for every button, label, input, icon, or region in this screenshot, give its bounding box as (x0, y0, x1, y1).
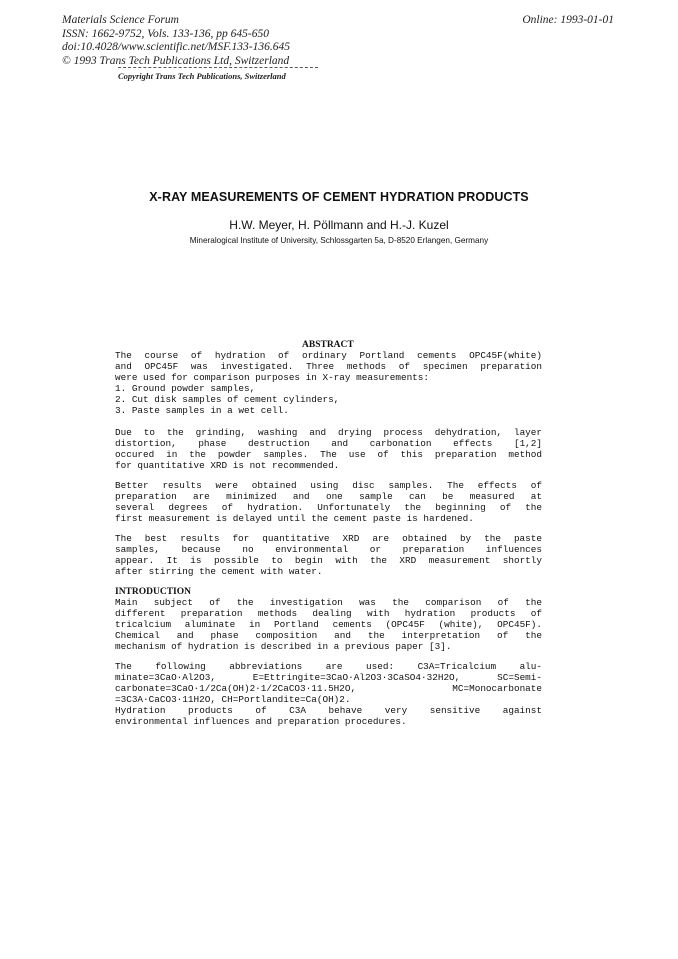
text-line: tricalcium aluminate in Portland cements (OPC45F (white), OPC45F). (115, 619, 542, 630)
journal-meta (62, 14, 290, 68)
text-line: distortion, phase destruction and carbonation effects [1,2] (115, 438, 542, 449)
paper-authors: H.W. Meyer, H. Pöllmann and H.-J. Kuzel (229, 218, 449, 232)
text-line: first measurement is delayed until the cement paste is hardened. (115, 513, 474, 524)
text-line: appear. It is possible to begin with the XRD measurement shortly (115, 555, 542, 566)
text-line: mechanism of hydration is described in a previous paper [3]. (115, 641, 452, 652)
paper-affiliation: Mineralogical Institute of University, Schlossgarten 5a, D-8520 Erlangen, Germany (189, 236, 489, 245)
text-line: The course of hydration of ordinary Portland cements OPC45F(white) (115, 350, 542, 361)
issn-line: ISSN: 1662-9752, Vols. 133-136, pp 645-650 (62, 27, 269, 40)
text-line: 1. Ground powder samples, (115, 383, 256, 394)
abstract-heading: ABSTRACT (302, 340, 354, 350)
text-line: Hydration products of C3A behave very sensitive against (115, 705, 542, 716)
online-date: Online: 1993-01-01 (522, 14, 614, 26)
text-line: Better results were obtained using disc samples. The effects of (115, 480, 542, 491)
text-line: 2. Cut disk samples of cement cylinders, (115, 394, 340, 405)
journal-name: Materials Science Forum (62, 14, 179, 26)
text-line: different preparation methods dealing with hydration products of (115, 608, 542, 619)
text-line: The best results for quantitative XRD are obtained by the paste (115, 533, 542, 544)
doi-line: doi:10.4028/www.scientific.net/MSF.133-136.645 (62, 41, 290, 53)
copyright-stamp: Copyright Trans Tech Publications, Switzerland (118, 71, 286, 81)
text-line: environmental influences and preparation procedures. (115, 716, 407, 727)
text-line: after stirring the cement with water. (115, 566, 323, 577)
text-line: minate=3CaO·Al2O3, E=Ettringite=3CaO·Al2O3·3CaSO4·32H2O, SC=Semi- (115, 672, 542, 683)
text-line: and OPC45F was investigated. Three methods of specimen preparation (115, 361, 542, 372)
text-line: samples, because no environmental or preparation influences (115, 544, 542, 555)
scan-divider (118, 67, 318, 68)
introduction-heading: INTRODUCTION (115, 587, 192, 597)
paper-title: X-RAY MEASUREMENTS OF CEMENT HYDRATION PRODUCTS (149, 190, 529, 204)
text-line: 3. Paste samples in a wet cell. (115, 405, 289, 416)
text-line: Chemical and phase composition and the interpretation of the (115, 630, 542, 641)
publisher-line: © 1993 Trans Tech Publications Ltd, Switzerland (62, 54, 290, 67)
text-line: =3C3A·CaCO3·11H2O, CH=Portlandite=Ca(OH)2. (115, 694, 351, 705)
text-line: carbonate=3CaO·1/2Ca(OH)2·1/2CaCO3·11.5H2O, MC=Monocarbonate (115, 683, 542, 694)
text-line: several degrees of hydration. Unfortunately the beginning of the (115, 502, 542, 513)
text-line: preparation are minimized and one sample can be measured at (115, 491, 542, 502)
text-line: occured in the powder samples. The use of this preparation method (115, 449, 542, 460)
text-line: were used for comparison purposes in X-ray measurements: (115, 372, 430, 383)
text-line: Main subject of the investigation was the comparison of the (115, 597, 542, 608)
text-line: The following abbreviations are used: C3A=Tricalcium alu- (115, 661, 542, 672)
text-line: for quantitative XRD is not recommended. (115, 460, 340, 471)
text-line: Due to the grinding, washing and drying process dehydration, layer (115, 427, 542, 438)
